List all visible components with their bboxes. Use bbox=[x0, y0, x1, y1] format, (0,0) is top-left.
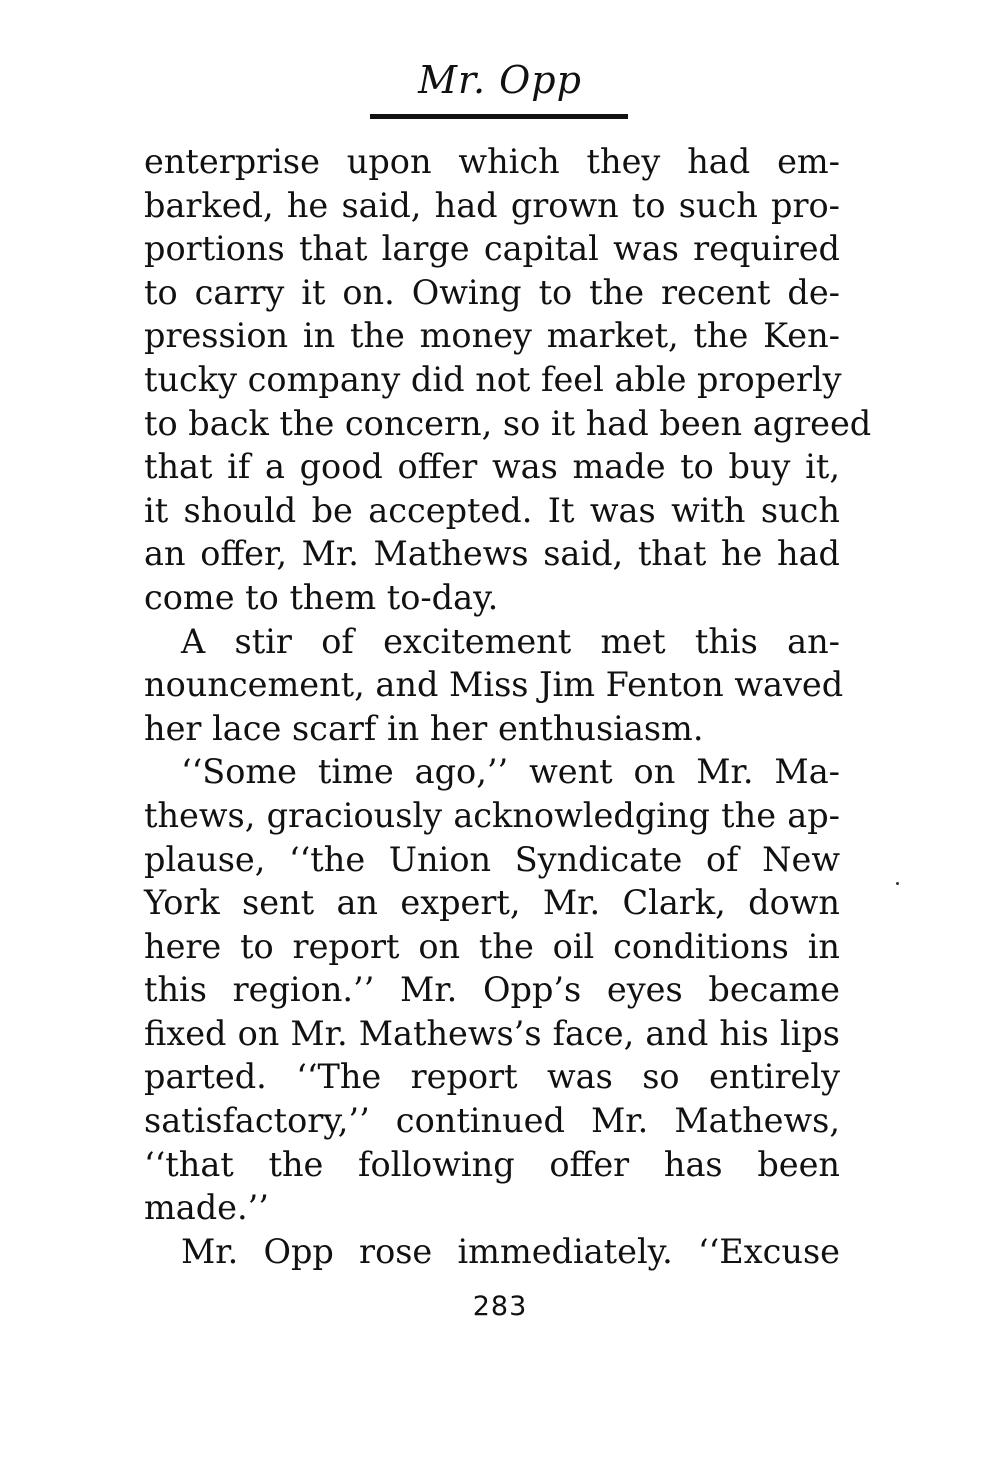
text-line: nouncement, and Miss Jim Fenton waved bbox=[144, 665, 844, 705]
text-line: pression in the money market, the Ken- bbox=[144, 316, 840, 356]
text-line: satisfactory,’’ continued Mr. Mathews, bbox=[144, 1101, 840, 1141]
text-line: to back the concern, so it had been agreed bbox=[144, 403, 872, 443]
running-head: Mr. Opp bbox=[418, 58, 582, 102]
text-line: an offer, Mr. Mathews said, that he had bbox=[144, 534, 840, 574]
text-line: A stir of excitement met this an- bbox=[181, 621, 840, 661]
text-line: parted. ‘‘The report was so entirely bbox=[144, 1057, 840, 1097]
text-line: it should be accepted. It was with such bbox=[144, 490, 840, 530]
text-line: ‘‘that the following offer has been bbox=[144, 1144, 840, 1184]
text-line: barked, he said, had grown to such pro- bbox=[144, 185, 840, 225]
text-line: come to them to-day. bbox=[144, 577, 499, 617]
text-line: to carry it on. Owing to the recent de- bbox=[144, 272, 840, 312]
text-line: made.’’ bbox=[144, 1188, 269, 1228]
text-line: here to report on the oil conditions in bbox=[144, 926, 840, 966]
text-line: ‘‘Some time ago,’’ went on Mr. Ma- bbox=[181, 752, 840, 792]
text-line: plause, ‘‘the Union Syndicate of New bbox=[144, 839, 840, 879]
text-line: fixed on Mr. Mathews’s face, and his lips bbox=[144, 1013, 840, 1053]
stray-mark bbox=[896, 882, 899, 885]
text-line: this region.’’ Mr. Opp’s eyes became bbox=[144, 970, 840, 1010]
page-number: 283 bbox=[472, 1291, 528, 1322]
text-line: tucky company did not feel able properly bbox=[144, 359, 842, 399]
text-line: York sent an expert, Mr. Clark, down bbox=[144, 883, 840, 923]
text-line: portions that large capital was required bbox=[144, 229, 840, 269]
head-rule bbox=[370, 114, 628, 119]
text-line: thews, graciously acknowledging the ap- bbox=[144, 795, 840, 835]
text-line: her lace scarf in her enthusiasm. bbox=[144, 708, 704, 748]
body-text bbox=[144, 140, 872, 1273]
text-line: Mr. Opp rose immediately. ‘‘Excuse bbox=[181, 1231, 840, 1271]
text-line: that if a good offer was made to buy it, bbox=[144, 447, 840, 487]
text-line: enterprise upon which they had em- bbox=[144, 142, 840, 181]
